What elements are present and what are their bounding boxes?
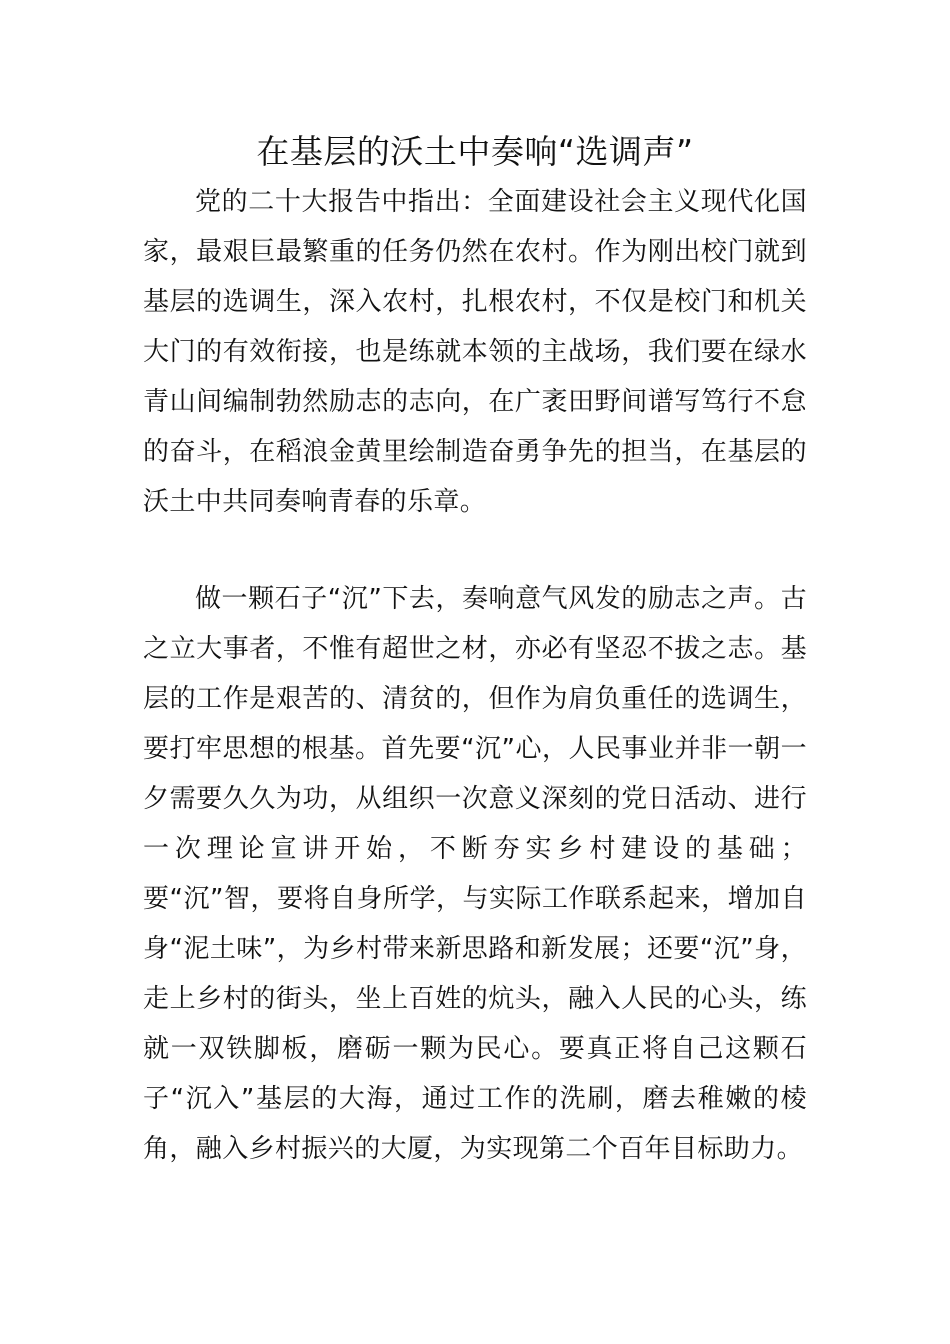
document-title: 在基层的沃土中奏响“选调声” [256,132,694,171]
paragraph-sink-down: 做一颗石子“沉”下去，奏响意气风发的励志之声。古之立大事者，不惟有超世之材，亦必有坚忍不拔之志。基层的工作是艰苦的、清贫的，但作为肩负重任的选调生，要打牢思想的根基。首先要“沉”心，人民事业并非一朝一夕需要久久为功，从组织一次意义深刻的党日活动、进行一次理论宣讲开始，不断夯实乡村建设的基础；要“沉”智，要将自身所学，与实际工作联系起来，增加自身“泥土味”，为乡村带来新思路和新发展；还要“沉”身，走上乡村的街头，坐上百姓的炕头，融入人民的心头，练就一双铁脚板，磨砺一颗为民心。要真正将自己这颗石子“沉入”基层的大海，通过工作的洗刷，磨去稚嫩的棱角，融入乡村振兴的大厦，为实现第二个百年目标助力。 [143,584,807,1164]
paragraph-intro: 党的二十大报告中指出：全面建设社会主义现代化国家，最艰巨最繁重的任务仍然在农村。作为刚出校门就到基层的选调生，深入农村，扎根农村，不仅是校门和机关大门的有效衔接，也是练就本领的主战场，我们要在绿水青山间编制勃然励志的志向，在广袤田野间谱写笃行不怠的奋斗，在稻浪金黄里绘制造奋勇争先的担当，在基层的沃土中共同奏响青春的乐章。 [143,187,807,517]
